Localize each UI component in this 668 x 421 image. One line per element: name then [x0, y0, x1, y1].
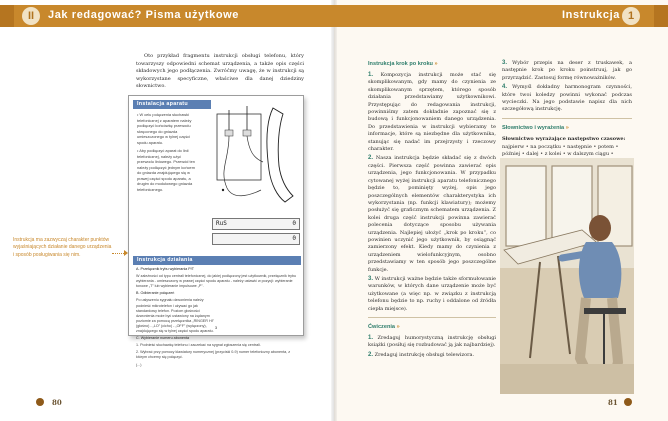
book-spine: [331, 0, 337, 421]
section-c-step: (...): [136, 362, 142, 367]
handset-socket: [243, 130, 251, 136]
exercise-item: 4. Wymyśl dokładny harmonogram czynności, które twoi koledzy powinni wykonać podczas wycieczki. Na jego podstawie napisz dla nich szczegółową instrukcję.: [502, 84, 633, 113]
instr-body: [136, 267, 300, 370]
arrow-right-icon: »: [396, 324, 400, 330]
exercise-item: 1. Zredaguj humorystyczną instrukcję obsługi książki (posiłuj się rozbudować ją jak najbardziej).: [368, 335, 496, 349]
display-screen: RuS 0: [212, 218, 300, 230]
cwiczenia-heading: Ćwiczenia »: [368, 324, 400, 330]
section-b-title: B. Odbieranie połączeń: [136, 291, 175, 296]
section-title: Instrukcja: [562, 9, 620, 21]
display-screens: [209, 208, 303, 248]
instr-heading: Instrukcja działania: [133, 256, 301, 265]
connector-dot: [222, 189, 224, 191]
arrow-right-icon: »: [434, 61, 438, 67]
section-c-step: 1. Podnieść słuchawkę telefonu i zaczekać na sygnał zgłoszenia się centrali.: [136, 343, 261, 348]
page-dot-icon: [36, 398, 44, 406]
intro-paragraph: Oto przykład fragmentu instrukcji obsługi telefonu, który towarzyszy odpowiedni schemat urządzenia, a także opis części składowych jego podłączenia. Zwróćmy uwagę, że w instrukcji są wykorzystane specyficzne, właściwe dla danej dziedziny słownictwo.: [136, 53, 304, 90]
section-c-title: C. Wybieranie numeru abonenta: [136, 336, 190, 341]
divider: [368, 317, 496, 318]
section-a-text: W zależności od typu centrali telefonicznej, do jakiej podłączony jest użytkownik, przełącznik trybu wybierania - umieszczony w prawej części spodu aparatu - należy ustawić w pozycji: wybieranie tonowe „T” lub wybieranie impulsowe „P”.: [136, 274, 297, 289]
right-column-1: [368, 60, 496, 361]
slownictwo-heading: Słownictwo i wyrażenia »: [502, 124, 569, 131]
right-page-number: 81: [608, 398, 618, 407]
sheet-page-number: 3: [214, 325, 218, 330]
display-screen: 0: [212, 233, 300, 245]
person-head: [589, 215, 611, 241]
chapter-badge: II: [22, 7, 40, 25]
handset-icon: [267, 108, 293, 202]
section-c-step: 2. Wybrać przy pomocy klawiatury numerycznej (przyciski 0-9) numer telefoniczny abonenta, z którym chcemy się połączyć.: [136, 350, 291, 360]
page-dot-icon: [624, 398, 632, 406]
right-header-tab: [654, 5, 668, 27]
instruction-sheet: [128, 95, 304, 367]
aparat-bullet: • W celu połączenia słuchawki telefonicznej z aparatem należy podłączyć końcówkę przewodu skręconego do gniazda umieszczonego w tylnej części spodu aparatu.: [137, 112, 192, 145]
section-badge: 1: [622, 7, 640, 25]
left-page-number: 80: [52, 398, 62, 407]
vocab-list: najpierw • na początku • następnie • potem • później • dalej • z kolei • w dalszym ciągu •: [502, 143, 619, 158]
floor: [500, 364, 634, 394]
wall-panel: [217, 114, 261, 180]
right-column-2: [502, 60, 632, 173]
chair-seat: [584, 308, 626, 314]
man-at-drafting-table-photo: [500, 158, 634, 394]
section-a-title: A. Przełącznik trybu wybierania P/T: [136, 267, 194, 271]
divider: [502, 118, 632, 119]
telephone-wiring-diagram: [209, 100, 303, 210]
person-shirt: [579, 242, 621, 298]
left-header-tab: [0, 5, 14, 27]
exercise-item: 3. Wybór przepis na deser z truskawek, a następnie krok po kroku poinstruuj, jak go przyrządzić. Zastosuj formę równoważników.: [502, 60, 632, 81]
step-paragraph: 1. Kompozycja instrukcji może stać się skomplikowanym, gdy mamy do czynienia ze skomplikowanym sprzętem, którego sposób działania przedstawiamy użytkownikowi. Przystępując do redagowania instrukcji, powinniśmy zatem dokładnie zapoznać się z budową i funkcjonowaniem danego urządzenia. Do przedstawienia w instrukcji wybieramy te informacje, które są niezbędne dla użytkownika, stanując się nadać im przejrzysty i rzeczowy charakter.: [368, 72, 496, 153]
section-b-text: Po usłyszeniu sygnału dzwonienia należy podnieść mikrotelefon i używać go jak standardowy telefon. Poziom głośności dzwonienia może być ustawiony na żądanym poziomie za pomocą przełącznika „RINGER HI” (głośno) - „LO” (cicho) - „OFF” (wyłączony), znajdującego się w tylnej części spodu aparatu.: [136, 298, 214, 334]
krok-heading: Instrukcja krok po kroku »: [368, 61, 438, 67]
chapter-title: Jak redagować? Pisma użytkowe: [48, 9, 240, 21]
aparat-heading: Instalacja aparatu: [133, 100, 211, 109]
arrow-right-icon: »: [565, 124, 569, 131]
aparat-bullets: [137, 112, 199, 195]
wall-socket: [225, 130, 233, 136]
vocab-title: Słownictwo wyrażające następstwo czasowe:: [502, 135, 626, 142]
step-paragraph: 2. Nasza instrukcja będzie składać się z dwóch części. Pierwsza część powinna zawierać opis urządzenia, jego funkcjonowania. W przypadku cytowanej wyżej instrukcji aparatu telefonicznego będzie to, pominięty wyżej, opis jego poszczególnych elementów charakterystyka ich wykorzystania (np. funkcji klawiatury); możemy posłużyć się graficznym schematem urządzenia. Z kolei druga część instrukcji powinna zawierać polecenia dotyczące sposobu używania urządzenia. Najlepiej ułożyć „krok po kroku”, co powinien uczynić jego użytkownik, by osiągnąć zamierzony efekt. Kiedy mamy do czynienia z urządzeniem wielofunkcyjnym, osobno przedstawiamy w ten sposób jego poszczególne funkcje.: [368, 155, 496, 273]
step-paragraph: 3. W instrukcji ważne będzie także sformułowanie warunków, w których dane urządzenie może być użytkowane (a więc np. w związku z instrukcją telefonu będzie to np. ruchy i oddalone od źródła ciepła miejsce).: [368, 275, 496, 312]
window-pane: [506, 166, 546, 246]
exercise-item: 2. Zredaguj instrukcję obsługi telewizora.: [368, 351, 475, 358]
aparat-bullet: • Aby podłączyć aparat do linii telefonicznej, należy użyć przewodu liniowego. Przewód ten należy podłączyć jednym końcem do gniazda znajdującego się w prawej części spodu aparatu, a drugim do modułowego gniazda telefonicznego.: [137, 148, 195, 192]
person-arm: [562, 254, 586, 258]
margin-note: Instrukcja ma zazwyczaj charakter punktów wyjaśniających działanie danego urządzenia i sposób posługiwania się nim.: [13, 237, 112, 258]
